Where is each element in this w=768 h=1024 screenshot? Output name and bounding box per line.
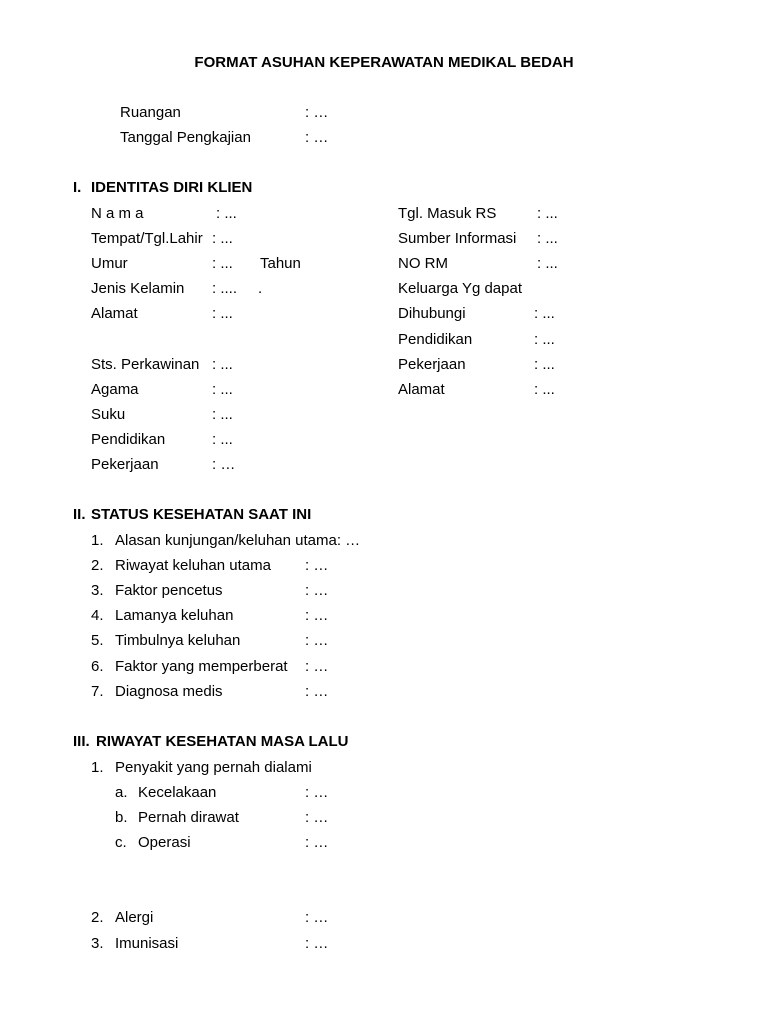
jenis-kelamin-value: : .... <box>212 280 238 297</box>
tempat-tgl-lahir-label: Tempat/Tgl.Lahir <box>91 230 203 247</box>
keluarga-pekerjaan-label: Pekerjaan <box>398 356 466 373</box>
list-item-number: 3. <box>91 582 104 599</box>
list-item-number: 6. <box>91 658 104 675</box>
list-item-number: 7. <box>91 683 104 700</box>
sts-perkawinan-value: : ... <box>212 356 233 373</box>
list-item-number: 2. <box>91 909 104 926</box>
list-item-number: 4. <box>91 607 104 624</box>
lamanya-keluhan-value: : … <box>305 607 329 624</box>
dihubungi-label: Dihubungi <box>398 305 466 322</box>
section3-title: RIWAYAT KESEHATAN MASA LALU <box>96 733 349 750</box>
faktor-pencetus-value: : … <box>305 582 329 599</box>
pekerjaan-value: : … <box>212 456 236 473</box>
jenis-kelamin-label: Jenis Kelamin <box>91 280 185 297</box>
nama-label: N a m a <box>91 205 144 222</box>
faktor-pencetus-label: Faktor pencetus <box>115 582 223 599</box>
diagnosa-medis-value: : … <box>305 683 329 700</box>
tanggal-pengkajian-label: Tanggal Pengkajian <box>120 129 251 146</box>
section1-title: IDENTITAS DIRI KLIEN <box>91 179 253 196</box>
tgl-masuk-rs-label: Tgl. Masuk RS <box>398 205 497 222</box>
alergi-value: : … <box>305 909 329 926</box>
alergi-label: Alergi <box>115 909 154 926</box>
sts-perkawinan-label: Sts. Perkawinan <box>91 356 200 373</box>
riwayat-keluhan-label: Riwayat keluhan utama <box>115 557 271 574</box>
agama-value: : ... <box>212 381 233 398</box>
section2-title: STATUS KESEHATAN SAAT INI <box>91 506 312 523</box>
umur-label: Umur <box>91 255 128 272</box>
sumber-informasi-label: Sumber Informasi <box>398 230 517 247</box>
list-item-number: 5. <box>91 632 104 649</box>
no-rm-label: NO RM <box>398 255 448 272</box>
section1-number: I. <box>73 179 82 196</box>
dihubungi-value: : ... <box>534 305 555 322</box>
diagnosa-medis-label: Diagnosa medis <box>115 683 223 700</box>
operasi-value: : … <box>305 834 329 851</box>
pernah-dirawat-label: Pernah dirawat <box>138 809 239 826</box>
kecelakaan-label: Kecelakaan <box>138 784 217 801</box>
sumber-informasi-value: : ... <box>537 230 558 247</box>
nama-value: : ... <box>216 205 237 222</box>
alamat-value: : ... <box>212 305 233 322</box>
umur-unit: Tahun <box>260 255 301 272</box>
pekerjaan-label: Pekerjaan <box>91 456 159 473</box>
pendidikan-label: Pendidikan <box>91 431 166 448</box>
agama-label: Agama <box>91 381 139 398</box>
umur-value: : ... <box>212 255 233 272</box>
imunisasi-value: : … <box>305 935 329 952</box>
tgl-masuk-rs-value: : ... <box>537 205 558 222</box>
no-rm-value: : ... <box>537 255 558 272</box>
penyakit-dialami-label: Penyakit yang pernah dialami <box>115 759 312 776</box>
section2-number: II. <box>73 506 86 523</box>
ruangan-label: Ruangan <box>120 104 181 121</box>
alasan-kunjungan-label: Alasan kunjungan/keluhan utama: … <box>115 532 361 549</box>
list-item-number: 1. <box>91 759 104 776</box>
sublist-item-letter: c. <box>115 834 127 851</box>
list-item-number: 2. <box>91 557 104 574</box>
lamanya-keluhan-label: Lamanya keluhan <box>115 607 234 624</box>
timbulnya-keluhan-label: Timbulnya keluhan <box>115 632 241 649</box>
timbulnya-keluhan-value: : … <box>305 632 329 649</box>
sublist-item-letter: b. <box>115 809 128 826</box>
list-item-number: 1. <box>91 532 104 549</box>
keluarga-pekerjaan-value: : ... <box>534 356 555 373</box>
keluarga-label: Keluarga Yg dapat <box>398 280 522 297</box>
tempat-tgl-lahir-value: : ... <box>212 230 233 247</box>
riwayat-keluhan-value: : … <box>305 557 329 574</box>
kecelakaan-value: : … <box>305 784 329 801</box>
suku-value: : ... <box>212 406 233 423</box>
sublist-item-letter: a. <box>115 784 128 801</box>
tanggal-pengkajian-value: : … <box>305 129 329 146</box>
document-title: FORMAT ASUHAN KEPERAWATAN MEDIKAL BEDAH <box>194 54 574 71</box>
keluarga-alamat-label: Alamat <box>398 381 445 398</box>
pendidikan-value: : ... <box>212 431 233 448</box>
alamat-label: Alamat <box>91 305 138 322</box>
keluarga-alamat-value: : ... <box>534 381 555 398</box>
pernah-dirawat-value: : … <box>305 809 329 826</box>
faktor-memperberat-value: : … <box>305 658 329 675</box>
keluarga-pendidikan-value: : ... <box>534 331 555 348</box>
section3-number: III. <box>73 733 90 750</box>
faktor-memperberat-label: Faktor yang memperberat <box>115 658 288 675</box>
suku-label: Suku <box>91 406 126 423</box>
ruangan-value: : … <box>305 104 329 121</box>
keluarga-pendidikan-label: Pendidikan <box>398 331 473 348</box>
imunisasi-label: Imunisasi <box>115 935 179 952</box>
jenis-kelamin-extra: . <box>258 280 263 297</box>
operasi-label: Operasi <box>138 834 191 851</box>
list-item-number: 3. <box>91 935 104 952</box>
